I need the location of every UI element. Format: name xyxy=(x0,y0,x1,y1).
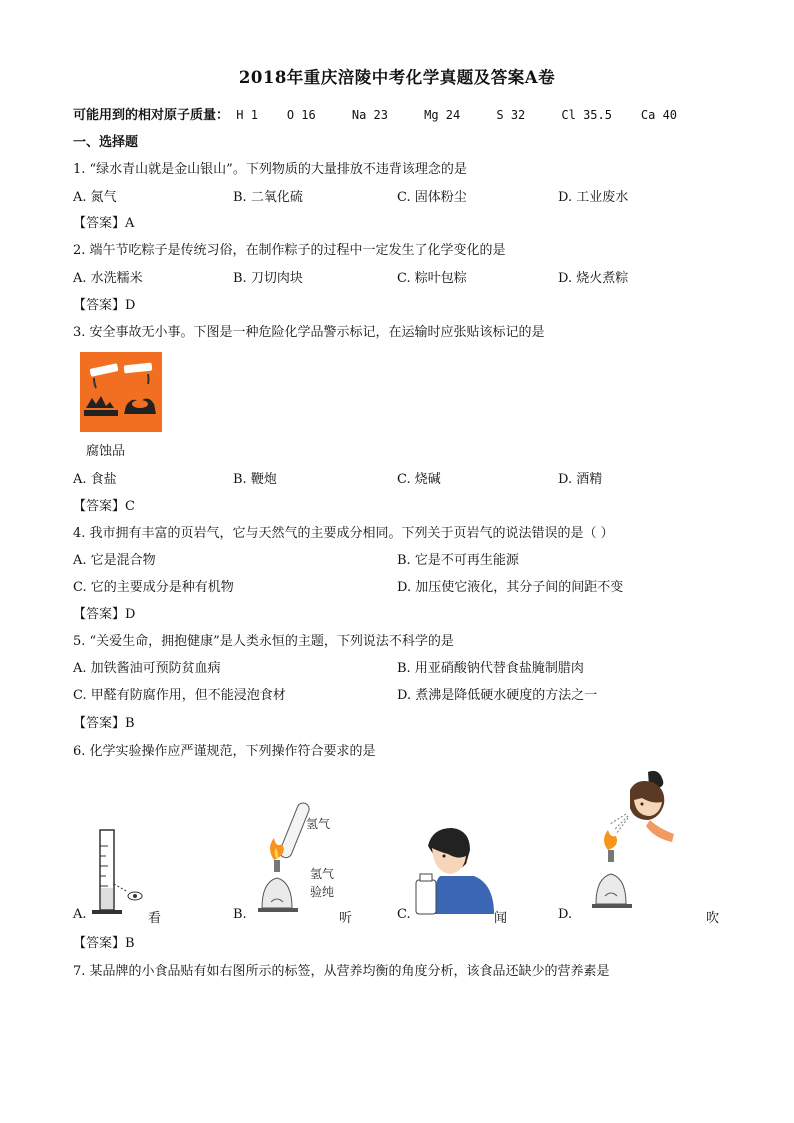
q5-option-c: C. 甲醛有防腐作用，但不能浸泡食材 xyxy=(73,688,286,703)
q1-option-b: B. 二氧化硫 xyxy=(233,190,303,205)
hazard-caption: 腐蚀品 xyxy=(86,444,126,459)
figure-b-hydrogen-test xyxy=(256,802,366,918)
mass-h: H 1 xyxy=(236,108,258,122)
q6-word-b: 听 xyxy=(339,911,353,926)
atomic-mass-label: 可能用到的相对原子质量： xyxy=(73,108,230,123)
q5-option-a: A. 加铁酱油可预防贫血病 xyxy=(73,661,221,676)
question-stem-4: 4. 我市拥有丰富的页岩气，它与天然气的主要成分相同。下列关于页岩气的说法错误的是（ ） xyxy=(73,526,614,541)
answer-6: 【答案】B xyxy=(73,936,135,951)
question-stem-1: 1. “绿水青山就是金山银山”。下列物质的大量排放不违背该理念的是 xyxy=(73,162,467,177)
q2-option-b: B. 刀切肉块 xyxy=(233,271,303,286)
q2-option-c: C. 粽叶包粽 xyxy=(397,271,467,286)
q4-option-d: D. 加压使它液化，其分子间的间距不变 xyxy=(397,580,624,595)
q6-word-a: 看 xyxy=(148,911,162,926)
q2-option-d: D. 烧火煮粽 xyxy=(558,271,629,286)
q6-option-a: A. xyxy=(73,907,87,922)
section-heading: 一、选择题 xyxy=(73,135,139,150)
answer-2: 【答案】D xyxy=(73,298,136,313)
q5-option-d: D. 煮沸是降低硬水硬度的方法之一 xyxy=(397,688,598,703)
q5-option-b: B. 用亚硝酸钠代替食盐腌制腊肉 xyxy=(397,661,584,676)
q3-option-c: C. 烧碱 xyxy=(397,472,441,487)
q1-option-a: A. 氮气 xyxy=(73,190,117,205)
question-stem-6: 6. 化学实验操作应严谨规范，下列操作符合要求的是 xyxy=(73,744,376,759)
label-hydrogen-test-1: 氢气 xyxy=(310,867,335,881)
answer-1: 【答案】A xyxy=(73,216,135,231)
page-title: 2018年重庆涪陵中考化学真题及答案A卷 xyxy=(238,68,556,87)
q3-option-d: D. 酒精 xyxy=(558,472,603,487)
q4-option-a: A. 它是混合物 xyxy=(73,553,156,568)
figure-c-smelling-bottle xyxy=(414,826,494,916)
mass-cl: Cl 35.5 xyxy=(561,108,612,122)
answer-3: 【答案】C xyxy=(73,499,135,514)
mass-mg: Mg 24 xyxy=(424,108,461,122)
corrosive-hazard-sign xyxy=(80,352,162,432)
q6-option-c: C. xyxy=(397,907,411,922)
question-stem-3: 3. 安全事故无小事。下图是一种危险化学品警示标记，在运输时应张贴该标记的是 xyxy=(73,325,545,340)
q4-option-b: B. 它是不可再生能源 xyxy=(397,553,519,568)
q4-option-c: C. 它的主要成分是种有机物 xyxy=(73,580,234,595)
label-hydrogen-test-2: 验纯 xyxy=(310,885,335,899)
answer-5: 【答案】B xyxy=(73,716,135,731)
q1-option-d: D. 工业废水 xyxy=(558,190,629,205)
q6-word-d: 吹 xyxy=(706,911,720,926)
q6-option-b: B. xyxy=(233,907,247,922)
figure-a-reading-cylinder xyxy=(88,826,158,918)
question-stem-5: 5. “关爱生命，拥抱健康”是人类永恒的主题，下列说法不科学的是 xyxy=(73,634,454,649)
mass-o: O 16 xyxy=(286,108,316,122)
atomic-mass-line xyxy=(73,104,677,123)
mass-na: Na 23 xyxy=(351,108,388,122)
q6-option-d: D. xyxy=(558,907,573,922)
q2-option-a: A. 水洗糯米 xyxy=(73,271,143,286)
question-stem-2: 2. 端午节吃粽子是传统习俗，在制作粽子的过程中一定发生了化学变化的是 xyxy=(73,243,506,258)
figure-d-blowing-lamp xyxy=(590,768,690,914)
q3-option-a: A. 食盐 xyxy=(73,472,117,487)
answer-4: 【答案】D xyxy=(73,607,136,622)
label-hydrogen: 氢气 xyxy=(306,817,331,831)
mass-s: S 32 xyxy=(496,108,526,122)
question-stem-7: 7. 某品牌的小食品贴有如右图所示的标签，从营养均衡的角度分析，该食品还缺少的营养素是 xyxy=(73,964,610,979)
q1-option-c: C. 固体粉尘 xyxy=(397,190,467,205)
q6-word-c: 闻 xyxy=(494,911,508,926)
mass-ca: Ca 40 xyxy=(640,108,678,122)
q3-option-b: B. 鞭炮 xyxy=(233,472,277,487)
